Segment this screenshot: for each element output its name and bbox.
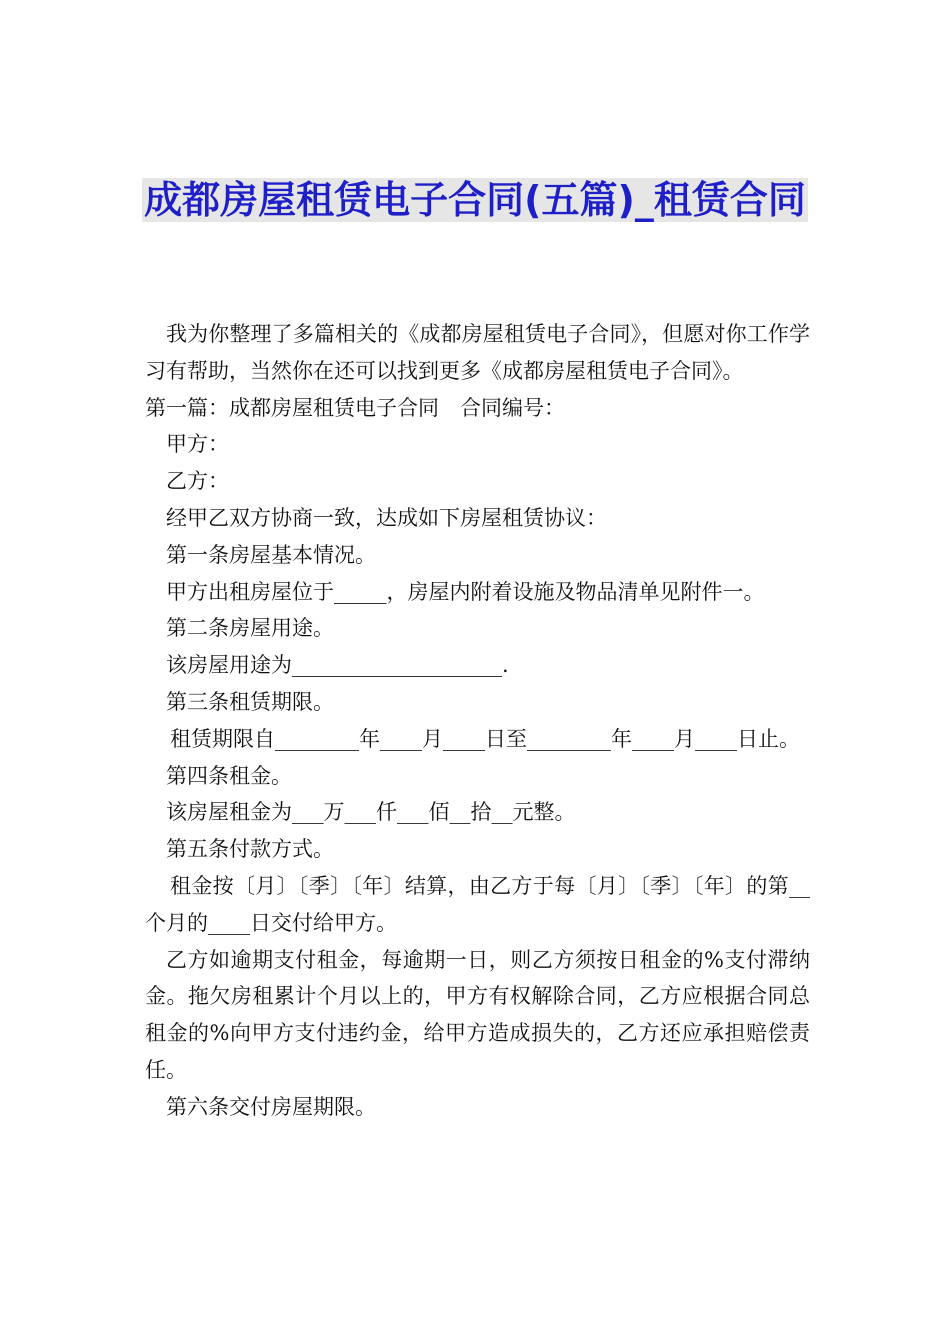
article-5-text: 租金按〔月〕〔季〕〔年〕结算，由乙方于每〔月〕〔季〕〔年〕的第__个月的____日交付给甲方。: [145, 873, 810, 935]
late-payment-paragraph: 乙方如逾期支付租金，每逾期一日，则乙方须按日租金的%支付滞纳金。拖欠房租累计个月以上的，甲方有权解除合同，乙方应根据合同总租金的%向甲方支付违约金，给甲方造成损失的，乙方还应承担赔偿责任。: [145, 947, 810, 1082]
article-4-heading: 第四条租金。: [166, 763, 292, 788]
article-1-text: 甲方出租房屋位于_____，房屋内附着设施及物品清单见附件一。: [166, 579, 765, 604]
article-6-heading: 第六条交付房屋期限。: [166, 1094, 376, 1119]
section-heading-first: 第一篇：成都房屋租赁电子合同 合同编号：: [145, 395, 565, 420]
document-title-text: 成都房屋租赁电子合同(五篇)_租赁合同: [144, 178, 806, 222]
party-b-line: 乙方：: [166, 469, 229, 494]
agreement-line: 经甲乙双方协商一致，达成如下房屋租赁协议：: [166, 505, 607, 530]
intro-paragraph: 我为你整理了多篇相关的《成都房屋租赁电子合同》，但愿对你工作学习有帮助，当然你在还可以找到更多《成都房屋租赁电子合同》。: [145, 322, 810, 383]
document-title: [140, 172, 810, 228]
document-body: [145, 316, 810, 1126]
article-2-heading: 第二条房屋用途。: [166, 616, 334, 641]
article-4-text: 该房屋租金为___万___仟___佰__拾__元整。: [166, 800, 576, 825]
party-a-line: 甲方：: [166, 432, 229, 457]
article-3-heading: 第三条租赁期限。: [166, 689, 334, 714]
article-5-heading: 第五条付款方式。: [166, 837, 334, 862]
article-1-heading: 第一条房屋基本情况。: [166, 542, 376, 567]
article-2-text: 该房屋用途为____________________.: [166, 653, 509, 678]
article-3-text: 租赁期限自________年____月____日至________年____月____日止。: [170, 726, 800, 751]
